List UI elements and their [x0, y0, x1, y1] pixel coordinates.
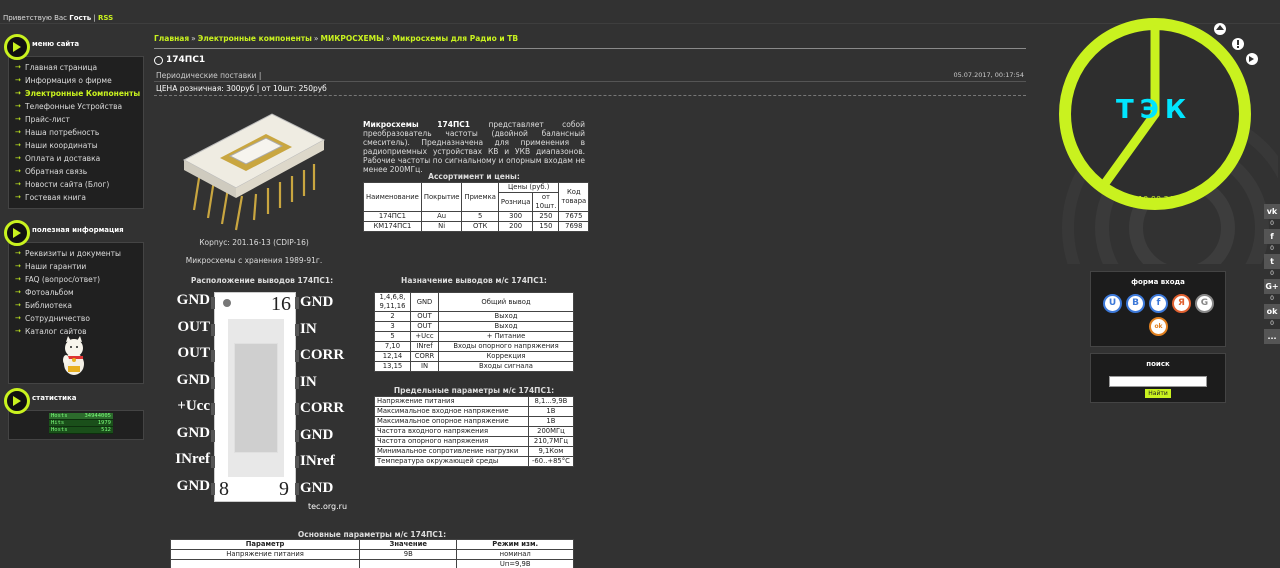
breadcrumb-link[interactable]: МИКРОСХЕМЫ [320, 34, 384, 43]
menu-ring-icon [4, 34, 30, 60]
breadcrumb-separator: » [385, 34, 391, 43]
breadcrumb-link[interactable]: Главная [154, 34, 190, 43]
menu-item[interactable]: → Прайс-лист [13, 113, 143, 126]
site-menu-box [8, 56, 144, 209]
share-facebook-icon[interactable]: f [1264, 229, 1280, 244]
product-subtitle: Периодические поставки | [156, 71, 262, 80]
useful-item[interactable]: → Сотрудничество [13, 312, 143, 325]
pin-label-right: GND [300, 479, 334, 496]
table-cell: Au [421, 212, 462, 222]
main-content [154, 34, 1026, 96]
assortment-table [363, 182, 589, 232]
table-cell [171, 560, 360, 568]
table-cell: 8,1...9,9В [528, 397, 573, 407]
menu-item[interactable]: → Наша потребность [13, 126, 143, 139]
share-count: 0 [1270, 245, 1274, 252]
clock-widget [1032, 18, 1278, 264]
table-cell: +Ucc [411, 332, 439, 342]
pin-label-right: GND [300, 426, 334, 443]
stats-label: Hosts [51, 427, 68, 433]
pin-tick [211, 430, 215, 442]
useful-info-list [13, 247, 143, 338]
pin-label-right: CORR [300, 400, 345, 416]
menu-item[interactable]: → Информация о фирме [13, 74, 143, 87]
menu-item[interactable]: → Телефонные Устройства [13, 100, 143, 113]
pin-label-left: GND [176, 371, 210, 388]
login-google-icon[interactable]: G [1195, 294, 1214, 313]
table-cell: 12,14 [375, 352, 411, 362]
pin-tick [295, 324, 299, 336]
pin-tick [211, 324, 215, 336]
share-count: 0 [1270, 320, 1274, 327]
table-cell: 1В [528, 417, 573, 427]
login-ucoz-icon[interactable]: U [1103, 294, 1122, 313]
table-cell: Минимальное сопротивление нагрузки [375, 447, 529, 457]
share-twitter-icon[interactable]: t [1264, 254, 1280, 269]
statistics-header [4, 392, 144, 410]
pin-tick [295, 350, 299, 362]
pinout-diagram [166, 292, 358, 522]
breadcrumb-link[interactable]: Электронные компоненты [197, 34, 312, 43]
col-retail: Розница [498, 193, 533, 212]
share-odnoklassniki-icon[interactable]: ok [1264, 304, 1280, 319]
chip-body [214, 292, 296, 502]
table-cell: 9В [360, 550, 457, 560]
breadcrumb-separator: » [191, 34, 196, 43]
product-subrow [154, 68, 1026, 82]
stats-value: 34944005 [84, 413, 111, 419]
table-row [375, 447, 574, 457]
share-count: 0 [1270, 295, 1274, 302]
table-cell: 7675 [559, 212, 589, 222]
chip-case: Корпус: 201.16-13 (CDIP-16) [199, 238, 309, 247]
table-cell: OUT [411, 322, 439, 332]
pinout-caption: Расположение выводов 174ПС1: [190, 276, 334, 285]
table-row [375, 322, 574, 332]
useful-info-header [4, 224, 144, 242]
pin-label-left: GND [176, 477, 210, 494]
pin-8-number: 8 [219, 478, 229, 500]
stats-row [49, 420, 113, 427]
login-facebook-icon[interactable]: f [1149, 294, 1168, 313]
table-row [375, 437, 574, 447]
share-count: 0 [1270, 270, 1274, 277]
table-header: Значение [360, 540, 457, 550]
table-cell: CORR [411, 352, 439, 362]
pin-tick [295, 297, 299, 309]
chip-photo-icon [180, 102, 328, 232]
table-cell: 3 [375, 322, 411, 332]
table-row [375, 293, 574, 312]
table-row [375, 312, 574, 322]
assortment-caption: Ассортимент и цены: [428, 172, 520, 181]
pin-label-left: GND [176, 292, 210, 308]
site-menu [4, 38, 144, 209]
menu-item[interactable]: → Обратная связь [13, 165, 143, 178]
table-cell: GND [411, 293, 439, 312]
useful-item[interactable]: → Реквизиты и документы [13, 247, 143, 260]
stats-counter[interactable] [49, 413, 113, 434]
description-bold: Микросхемы 174ПС1 [363, 120, 470, 129]
col-prices: Цены (руб.) [498, 183, 559, 193]
page-title: 174ПС1 [154, 55, 1026, 67]
table-cell [360, 560, 457, 568]
stats-value: 1979 [97, 420, 111, 426]
stats-label: Hosts [51, 413, 68, 419]
share-bar [1264, 204, 1280, 344]
col-code: Код товара [559, 183, 589, 212]
share-more-icon[interactable]: ... [1264, 329, 1280, 344]
chip-window [228, 319, 284, 477]
share-google-plus-icon[interactable]: G+ [1264, 279, 1280, 294]
pin-tick [211, 456, 215, 468]
product-date: 05.07.2017, 00:17:54 [953, 71, 1024, 79]
table-cell: Ni [421, 222, 462, 232]
table-cell: INref [411, 342, 439, 352]
clock-time: 10:00:26 [1138, 195, 1174, 204]
pin-label-right: INref [300, 453, 335, 469]
user-name[interactable]: Гость [69, 14, 92, 22]
table-cell: ОТК [462, 222, 498, 232]
table-cell: -60..+85°С [528, 457, 573, 467]
site-menu-header [4, 38, 144, 56]
login-ok-icon[interactable]: ok [1149, 317, 1168, 336]
pin-tick [211, 377, 215, 389]
menu-item[interactable]: → Новости сайта (Блог) [13, 178, 143, 191]
breadcrumb-separator: » [313, 34, 319, 43]
pin-tick [295, 456, 299, 468]
table-cell: IN [411, 362, 439, 372]
site-menu-list [13, 61, 143, 204]
login-vk-icon[interactable]: B [1126, 294, 1145, 313]
table-row [375, 417, 574, 427]
limits-table [374, 396, 574, 467]
table-cell: 174ПС1 [364, 212, 422, 222]
col-cover: Покрытие [421, 183, 462, 212]
table-row [375, 362, 574, 372]
pin-tick [295, 483, 299, 495]
table-cell: + Питание [439, 332, 574, 342]
stats-value: 512 [101, 427, 111, 433]
statistics-title: статистика [32, 394, 77, 402]
pin-label-left: OUT [177, 318, 210, 335]
search-button[interactable]: Найти [1145, 389, 1171, 398]
table-cell: 13,15 [375, 362, 411, 372]
table-row [364, 212, 589, 222]
pin1-marker [223, 299, 231, 307]
stats-ring-icon [4, 388, 30, 414]
table-cell: 250 [533, 212, 559, 222]
table-cell: 7698 [559, 222, 589, 232]
pin-label-left: INref [175, 451, 210, 467]
table-cell: 200МГц [528, 427, 573, 437]
product-details [154, 102, 614, 568]
table-cell: Напряжение питания [171, 550, 360, 560]
pin-label-right: CORR [300, 347, 345, 363]
useful-item[interactable]: → Наши гарантии [13, 260, 143, 273]
product-description [363, 120, 585, 174]
login-form [1090, 271, 1226, 347]
table-cell: 5 [462, 212, 498, 222]
stats-label: Hits [51, 420, 65, 426]
table-cell: 9,1Ком [528, 447, 573, 457]
pin-label-right: IN [300, 373, 317, 390]
greeting [3, 14, 113, 22]
useful-info-title: полезная информация [32, 226, 124, 234]
table-cell: 200 [498, 222, 533, 232]
useful-item[interactable]: → Фотоальбом [13, 286, 143, 299]
table-cell: 7,10 [375, 342, 411, 352]
login-yandex-icon[interactable]: Я [1172, 294, 1191, 313]
breadcrumb [154, 34, 1026, 49]
table-row [171, 560, 574, 568]
table-cell: Выход [439, 312, 574, 322]
statistics-box [8, 410, 144, 440]
table-row [375, 342, 574, 352]
useful-item[interactable]: → Библиотека [13, 299, 143, 312]
description-text: представляет собой преобразователь частоты (двойной балансный смеситель). Предназначена для применения в радиоприемных устройствах КВ и УКВ диапазонов. Рабочие частоты по сигнальному и опорным входам не менее 200МГц. [363, 120, 585, 174]
table-row [375, 457, 574, 467]
search-form [1090, 353, 1226, 403]
table-cell: Частота опорного напряжения [375, 437, 529, 447]
statistics [4, 392, 144, 440]
greeting-text: Приветствую Вас [3, 14, 68, 22]
pin-label-right: GND [300, 294, 334, 310]
col-from10: от 10шт. [533, 193, 559, 212]
table-cell: Входы сигнала [439, 362, 574, 372]
pin-label-left: GND [176, 424, 210, 441]
search-input[interactable] [1109, 376, 1207, 387]
product-price: ЦЕНА розничная: 300руб | от 10шт: 250руб [154, 82, 1026, 96]
table-cell: 2 [375, 312, 411, 322]
menu-item[interactable]: → Электронные Компоненты [13, 87, 143, 100]
col-name: Наименование [364, 183, 422, 212]
menu-item[interactable]: → Гостевая книга [13, 191, 143, 204]
chip-die [234, 343, 278, 453]
share-count: 0 [1270, 220, 1274, 227]
pin-16-number: 16 [271, 293, 291, 315]
table-header: Режим изм. [457, 540, 574, 550]
table-cell: Частота входного напряжения [375, 427, 529, 437]
table-header-row [171, 540, 574, 550]
chip-storage: Микросхемы с хранения 1989-91г. [185, 256, 323, 265]
pin-tick [211, 297, 215, 309]
table-cell: Напряжение питания [375, 397, 529, 407]
table-cell: 300 [498, 212, 533, 222]
lucky-cat-icon [62, 336, 86, 376]
table-cell: Uп=9,9В [457, 560, 574, 568]
table-header: Параметр [171, 540, 360, 550]
site-menu-title: меню сайта [32, 40, 80, 48]
useful-item[interactable]: → Каталог сайтов [13, 325, 143, 338]
share-vk-icon[interactable]: vk [1264, 204, 1280, 219]
stats-row [49, 427, 113, 434]
mainparams-caption: Основные параметры м/с 174ПС1: [297, 530, 447, 539]
breadcrumb-link[interactable]: Микросхемы для Радио и ТВ [392, 34, 519, 43]
pin-tick [295, 403, 299, 415]
pin-tick [211, 483, 215, 495]
menu-item[interactable]: → Главная страница [13, 61, 143, 74]
table-row [375, 397, 574, 407]
info-icon[interactable] [1232, 38, 1244, 50]
table-row [375, 332, 574, 342]
table-cell: Входы опорного напряжения [439, 342, 574, 352]
limits-caption: Предельные параметры м/с 174ПС1: [393, 386, 555, 395]
table-cell: Выход [439, 322, 574, 332]
table-cell: 210,7МГц [528, 437, 573, 447]
table-cell: КМ174ПС1 [364, 222, 422, 232]
pinfunc-caption: Назначение выводов м/с 174ПС1: [401, 276, 547, 285]
search-title: поиск [1146, 360, 1170, 368]
rss-link[interactable]: RSS [98, 14, 114, 22]
table-cell: 5 [375, 332, 411, 342]
pin-tick [211, 350, 215, 362]
home-icon[interactable] [1214, 23, 1226, 35]
pin-label-left: OUT [177, 345, 210, 361]
table-row [364, 222, 589, 232]
table-row [375, 407, 574, 417]
site-watermark: tec.org.ru [308, 502, 348, 511]
menu-item[interactable]: → Наши координаты [13, 139, 143, 152]
table-cell: Общий вывод [439, 293, 574, 312]
menu-item[interactable]: → Оплата и доставка [13, 152, 143, 165]
stats-row [49, 413, 113, 420]
useful-item[interactable]: → FAQ (вопрос/ответ) [13, 273, 143, 286]
col-accept: Приемка [462, 183, 498, 212]
table-cell: 1,4,6,8, 9,11,16 [375, 293, 411, 312]
useful-ring-icon [4, 220, 30, 246]
table-cell: 150 [533, 222, 559, 232]
table-cell: OUT [411, 312, 439, 322]
table-row [375, 352, 574, 362]
pin-label-right: IN [300, 320, 317, 337]
mainparams-table [170, 539, 574, 568]
table-cell: Максимальное опорное напряжение [375, 417, 529, 427]
login-title: форма входа [1131, 278, 1185, 286]
greeting-separator: | [93, 14, 96, 22]
pin-tick [211, 403, 215, 415]
table-cell: Коррекция [439, 352, 574, 362]
table-cell: 1В [528, 407, 573, 417]
clock-brand: ТЭК [1116, 95, 1193, 125]
pin-tick [295, 430, 299, 442]
table-cell: номинал [457, 550, 574, 560]
login-icon[interactable] [1246, 53, 1258, 65]
table-row [375, 427, 574, 437]
pin-9-number: 9 [279, 478, 289, 500]
table-row [171, 550, 574, 560]
pin-label-left: +Ucc [177, 398, 210, 414]
table-cell: Максимальное входное напряжение [375, 407, 529, 417]
pinfunc-table [374, 292, 574, 372]
pin-tick [295, 377, 299, 389]
table-cell: Температура окружающей среды [375, 457, 529, 467]
